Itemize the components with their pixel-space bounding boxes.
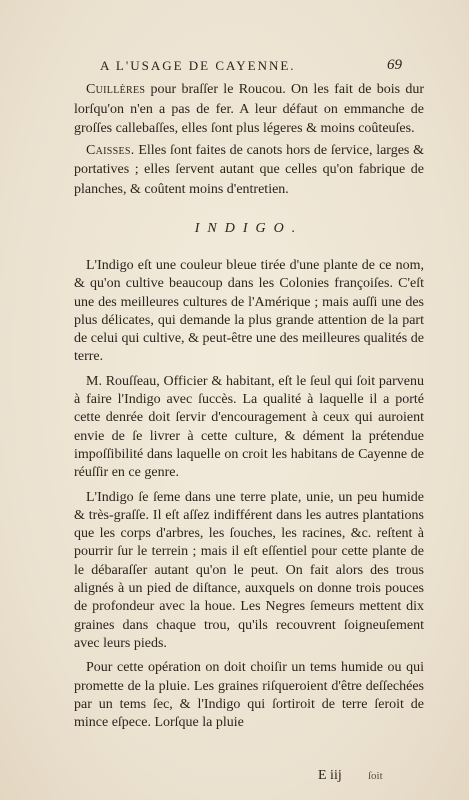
- running-title: A L'USAGE DE CAYENNE.: [100, 58, 296, 73]
- paragraph: Pour cette opération on doit choiſir un tems humide ou qui promette de la pluie. Les graines riſqueroient d'être deſſechées par un tems ſec, & l'Indigo qui ſortiroit de terre ſeroit de mince eſpece. Lorſque la pluie: [74, 660, 424, 731]
- signature-mark: E iij: [318, 768, 342, 783]
- paragraph: L'Indigo eſt une couleur bleue tirée d'une plante de ce nom, & qu'on cultive beaucoup dans les Colonies françoiſes. C'eſt une des meilleures cultures de l'Amérique ; mais auſſi une des plus délicates, qui demande la plus grande attention de la part de celui qui cultive, & peut-être une des meilleures qualités de terre.: [74, 258, 424, 365]
- entry-text: Elles ſont faites de canots hors de ſervice, larges & portatives ; elles ſervent autant que celles qu'on fabrique de planches, & coûtent moins d'entretien.: [74, 142, 424, 197]
- page-number: 69: [387, 57, 402, 73]
- entry-text: pour braſſer le Roucou. On les fait de bois dur lorſqu'on n'en a pas de fer. A leur défaut on emmanche de groſſes callebaſſes, elles ſont plus légeres & moins coûteuſes.: [74, 82, 424, 136]
- page-body: [74, 80, 424, 738]
- page-footer: [0, 768, 469, 788]
- catchword: ſoit: [368, 770, 383, 782]
- entry-cuilleres: [74, 80, 424, 139]
- page-header: [0, 58, 469, 78]
- entry-head: Caisses.: [86, 142, 135, 158]
- section-title: INDIGO.: [194, 221, 304, 236]
- paragraph: L'Indigo ſe ſeme dans une terre plate, unie, un peu humide & très-graſſe. Il eſt aſſez indifférent dans les autres plantations que les corps d'arbres, les ſouches, les racines, &c. reſtent à pourrir ſur le terrein ; mais il eſt eſſentiel pour cette plante de le débaraſſer autant qu'on le peut. On fait alors des trous alignés à un pied de diſtance, auxquels on donne trois pouces de profondeur avec la houe. Les Negres ſemeurs mettent dix graines dans chaque trou, qu'ils recouvrent ſoigneuſement avec leurs pieds.: [74, 489, 424, 651]
- entry-head: Cuillères: [86, 82, 146, 97]
- entry-caisses: [74, 141, 424, 200]
- paragraph: M. Rouſſeau, Officier & habitant, eſt le ſeul qui ſoit parvenu à faire l'Indigo avec ſuccès. La qualité à laquelle il a porté cette denrée doit ſervir d'encouragement à ceux qui auroient envie de ſe livrer à cette culture, & dément la prétendue impoſſibilité dans laquelle on croit les habitans de Cayenne de réuſſir en ce genre.: [74, 373, 424, 481]
